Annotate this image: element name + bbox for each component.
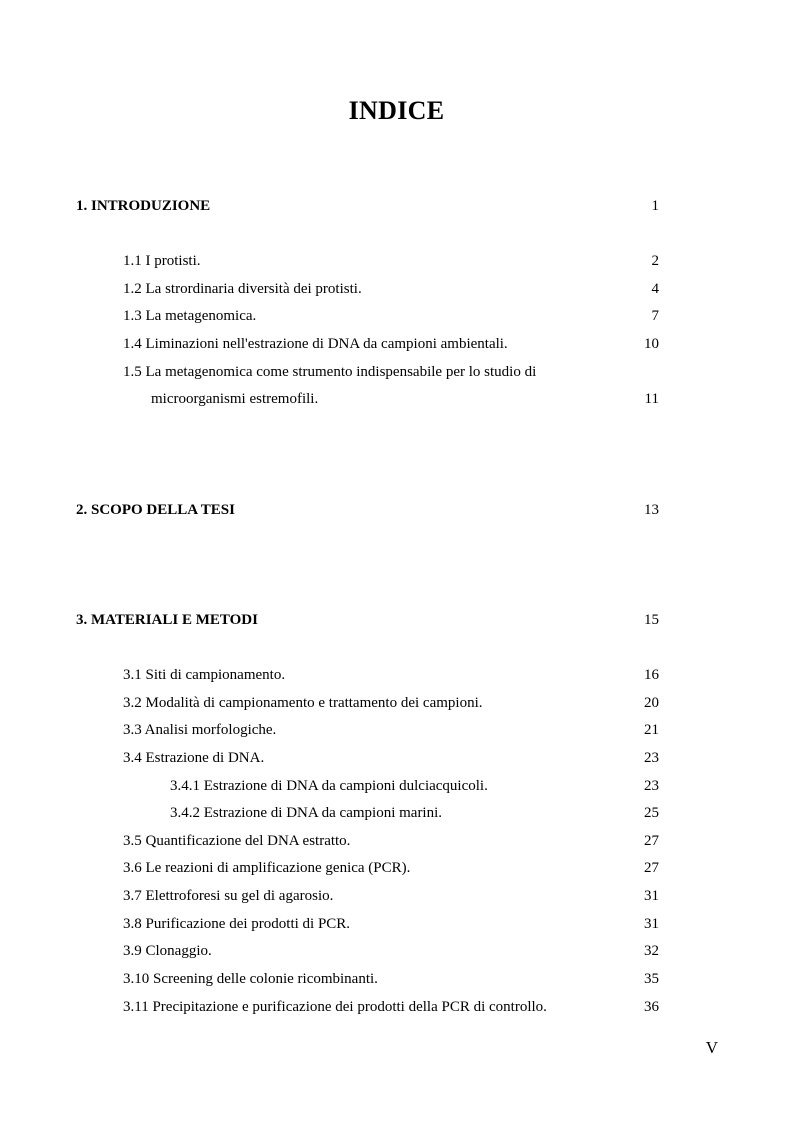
toc-entry-title: 2. SCOPO DELLA TESI [76, 502, 235, 518]
toc-entry [0, 856, 793, 880]
toc-entry-title: microorganismi estremofili. [151, 391, 319, 407]
toc-entry-page: 10 [644, 336, 659, 352]
toc-entry-title: 1.1 I protisti. [123, 253, 201, 269]
toc-entry [0, 884, 793, 908]
toc-entry-page: 23 [644, 750, 659, 766]
toc-entry-page: 27 [644, 860, 659, 876]
toc-chapter-materiali [0, 608, 793, 632]
toc-entry [0, 249, 793, 273]
toc-entry-title: 3.4 Estrazione di DNA. [123, 750, 265, 766]
toc-entry [0, 939, 793, 963]
toc-entry-title: 3.9 Clonaggio. [123, 943, 212, 959]
toc-entry [0, 967, 793, 991]
toc-entry [0, 829, 793, 853]
toc-entry-title: 3.4.2 Estrazione di DNA da campioni marini. [170, 805, 443, 821]
toc-entry-title: 1.3 La metagenomica. [123, 308, 257, 324]
page-title: INDICE [348, 96, 445, 125]
toc-subentry [0, 801, 793, 825]
toc-entry-page: 13 [644, 502, 659, 518]
toc-entry [0, 277, 793, 301]
toc-entry-title: 3.1 Siti di campionamento. [123, 667, 286, 683]
toc-entry-page: 35 [644, 971, 659, 987]
toc-entry-page: 21 [644, 722, 659, 738]
toc-entry-title: 3.6 Le reazioni di amplificazione genica (PCR). [123, 860, 411, 876]
toc-entry-page: 4 [651, 281, 659, 297]
toc-entry-page: 36 [644, 999, 659, 1015]
toc-entry-title: 3.8 Purificazione dei prodotti di PCR. [123, 916, 351, 932]
toc-entry-page: 31 [644, 888, 659, 904]
toc-entry-page: 15 [644, 612, 659, 628]
page-number: V [705, 1038, 718, 1057]
toc-entry-title: 1.4 Liminazioni nell'estrazione di DNA da campioni ambientali. [123, 336, 508, 352]
toc-entry [0, 718, 793, 742]
toc-entry-page: 1 [651, 198, 659, 214]
toc-entry [0, 912, 793, 936]
toc-entry-title: 3.7 Elettroforesi su gel di agarosio. [123, 888, 334, 904]
toc-entry [0, 332, 793, 356]
toc-entry-title: 3.3 Analisi morfologiche. [123, 722, 277, 738]
toc-entry-title: 1.2 La strordinaria diversità dei protisti. [123, 281, 362, 297]
toc-entry [0, 995, 793, 1019]
toc-entry-page: 32 [644, 943, 659, 959]
toc-entry-page: 11 [644, 391, 659, 407]
toc-entry-title: 3.2 Modalità di campionamento e trattamento dei campioni. [123, 695, 483, 711]
toc-entry-page: 16 [644, 667, 659, 683]
toc-chapter-introduzione [0, 194, 793, 218]
toc-entry-page: 7 [651, 308, 659, 324]
toc-entry [0, 360, 793, 384]
toc-entry-title: 3.4.1 Estrazione di DNA da campioni dulciacquicoli. [170, 778, 488, 794]
toc-entry-title: 1.5 La metagenomica come strumento indispensabile per lo studio di [123, 364, 537, 380]
toc-entry-title: 1. INTRODUZIONE [76, 198, 211, 214]
toc-entry-page: 31 [644, 916, 659, 932]
toc-entry-page: 25 [644, 805, 659, 821]
toc-entry [0, 304, 793, 328]
toc-entry-page: 2 [651, 253, 659, 269]
toc-entry-page: 20 [644, 695, 659, 711]
toc-entry-page: 27 [644, 833, 659, 849]
toc-entry-title: 3. MATERIALI E METODI [76, 612, 258, 628]
toc-entry [0, 663, 793, 687]
toc-chapter-scopo [0, 498, 793, 522]
toc-subentry [0, 774, 793, 798]
toc-entry-title: 3.11 Precipitazione e purificazione dei prodotti della PCR di controllo. [123, 999, 547, 1015]
toc-entry [0, 746, 793, 770]
toc-entry-page: 23 [644, 778, 659, 794]
toc-entry [0, 691, 793, 715]
toc-entry-continuation [0, 387, 793, 411]
toc-entry-title: 3.5 Quantificazione del DNA estratto. [123, 833, 351, 849]
toc-entry-title: 3.10 Screening delle colonie ricombinanti. [123, 971, 378, 987]
